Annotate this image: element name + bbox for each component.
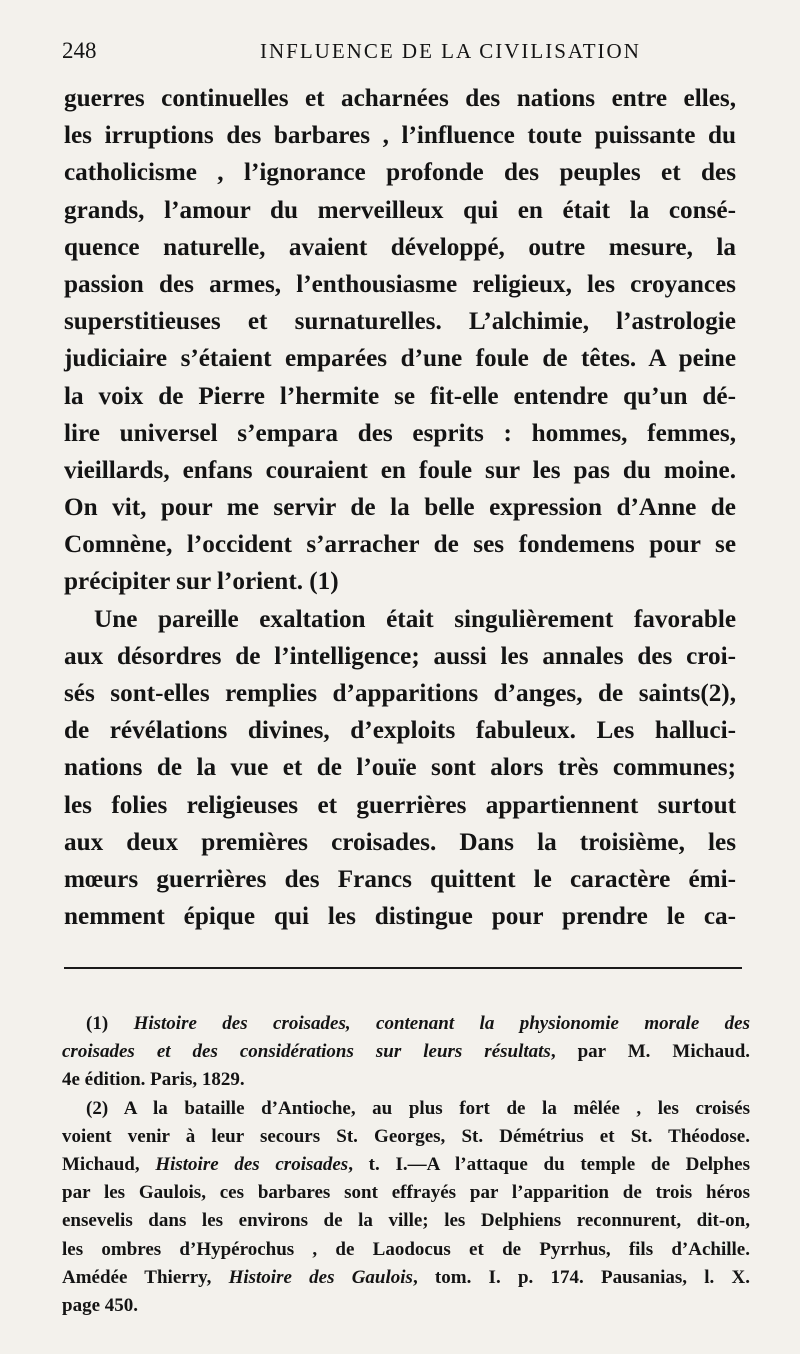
footnote-2-line: voient venir à leur secours St. Georges, St. Démétrius et St. Théodose. [62,1125,750,1147]
body-line: sés sont-elles remplies d’apparitions d’anges, de saints(2), [64,680,736,707]
footnote-1-line [62,1010,750,1038]
footnote-2-line: par les Gaulois, ces barbares sont effrayés par l’apparition de trois héros [62,1182,750,1204]
body-line: catholicisme , l’ignorance profonde des peuples et des [64,159,736,187]
body-line: Comnène, l’occident s’arracher de ses fondemens pour se [64,531,736,559]
body-line: passion des armes, l’enthousiasme religieux, les croyances [64,270,736,298]
footnote-1-line: 4e édition. Paris, 1829. [62,1069,245,1091]
footnote-2-line: ensevelis dans les environs de la ville; les Delphiens reconnurent, dit-on, [62,1210,750,1232]
footnote-1-title: Histoire des croisades, contenant la physionomie morale des [133,1013,750,1034]
body-line: précipiter sur l’orient. (1) [64,568,339,596]
body-line: nemment épique qui les distingue pour prendre le ca- [64,903,736,931]
footnote-2-text: Amédée Thierry, [62,1266,229,1288]
body-line: On vit, pour me servir de la belle expression d’Anne de [64,494,736,522]
footnote-2-line [62,1151,750,1179]
footnote-2-text: , t. I.—A l’attaque du temple de Delphes [348,1153,750,1175]
footnote-1-title: croisades et des considérations sur leurs résultats [62,1041,551,1063]
body-line: lire universel s’empara des esprits : hommes, femmes, [64,419,736,447]
footnote-2-line: (2) A la bataille d’Antioche, au plus fort de la mêlée , les croisés [86,1097,750,1119]
body-line: la voix de Pierre l’hermite se fit-elle entendre qu’un dé- [64,382,736,410]
body-line: superstitieuses et surnaturelles. L’alchimie, l’astrologie [64,308,736,336]
page-number: 248 [62,38,97,63]
footnote-2-title: Histoire des croisades [155,1153,349,1175]
body-line: mœurs guerrières des Francs quittent le caractère émi- [64,865,736,893]
footnote-1-text: , par M. Michaud. [550,1041,751,1063]
body-text [64,80,736,935]
body-line: les folies religieuses et guerrières appartiennent surtout [64,791,736,819]
footnote-rule [64,967,742,969]
running-title: INFLUENCE DE LA CIVILISATION [260,39,641,63]
body-line: judiciaire s’étaient emparées d’une foule de têtes. A peine [64,345,736,373]
body-line: guerres continuelles et acharnées des nations entre elles, [64,85,736,112]
footnote-2-text: , tom. I. p. 174. Pausanias, l. X. [412,1266,750,1288]
body-line: les irruptions des barbares , l’influence toute puissante du [64,122,736,150]
body-line: aux deux premières croisades. Dans la troisième, les [64,828,736,856]
body-line: nations de la vue et de l’ouïe sont alors très communes; [64,754,736,782]
footnote-2-line [62,1264,750,1292]
body-line: quence naturelle, avaient développé, outre mesure, la [64,233,736,261]
body-line: grands, l’amour du merveilleux qui en était la consé- [64,196,736,224]
body-line: aux désordres de l’intelligence; aussi les annales des croi- [64,642,736,670]
footnote-2-title: Histoire des Gaulois [228,1266,413,1288]
footnote-2-line: page 450. [62,1294,138,1316]
footnote-1-line [62,1038,750,1066]
body-line: vieillards, enfans couraient en foule sur les pas du moine. [64,456,736,484]
footnote-1-marker: (1) [86,1013,109,1034]
running-head [60,38,750,68]
footnotes [62,1010,750,1320]
body-line: Une pareille exaltation était singulièrement favorable [94,605,736,633]
footnote-2-line: les ombres d’Hypérochus , de Laodocus et de Pyrrhus, fils d’Achille. [62,1238,750,1260]
body-line: de révélations divines, d’exploits fabuleux. Les halluci- [64,717,736,745]
footnote-2-text: Michaud, [62,1153,156,1175]
